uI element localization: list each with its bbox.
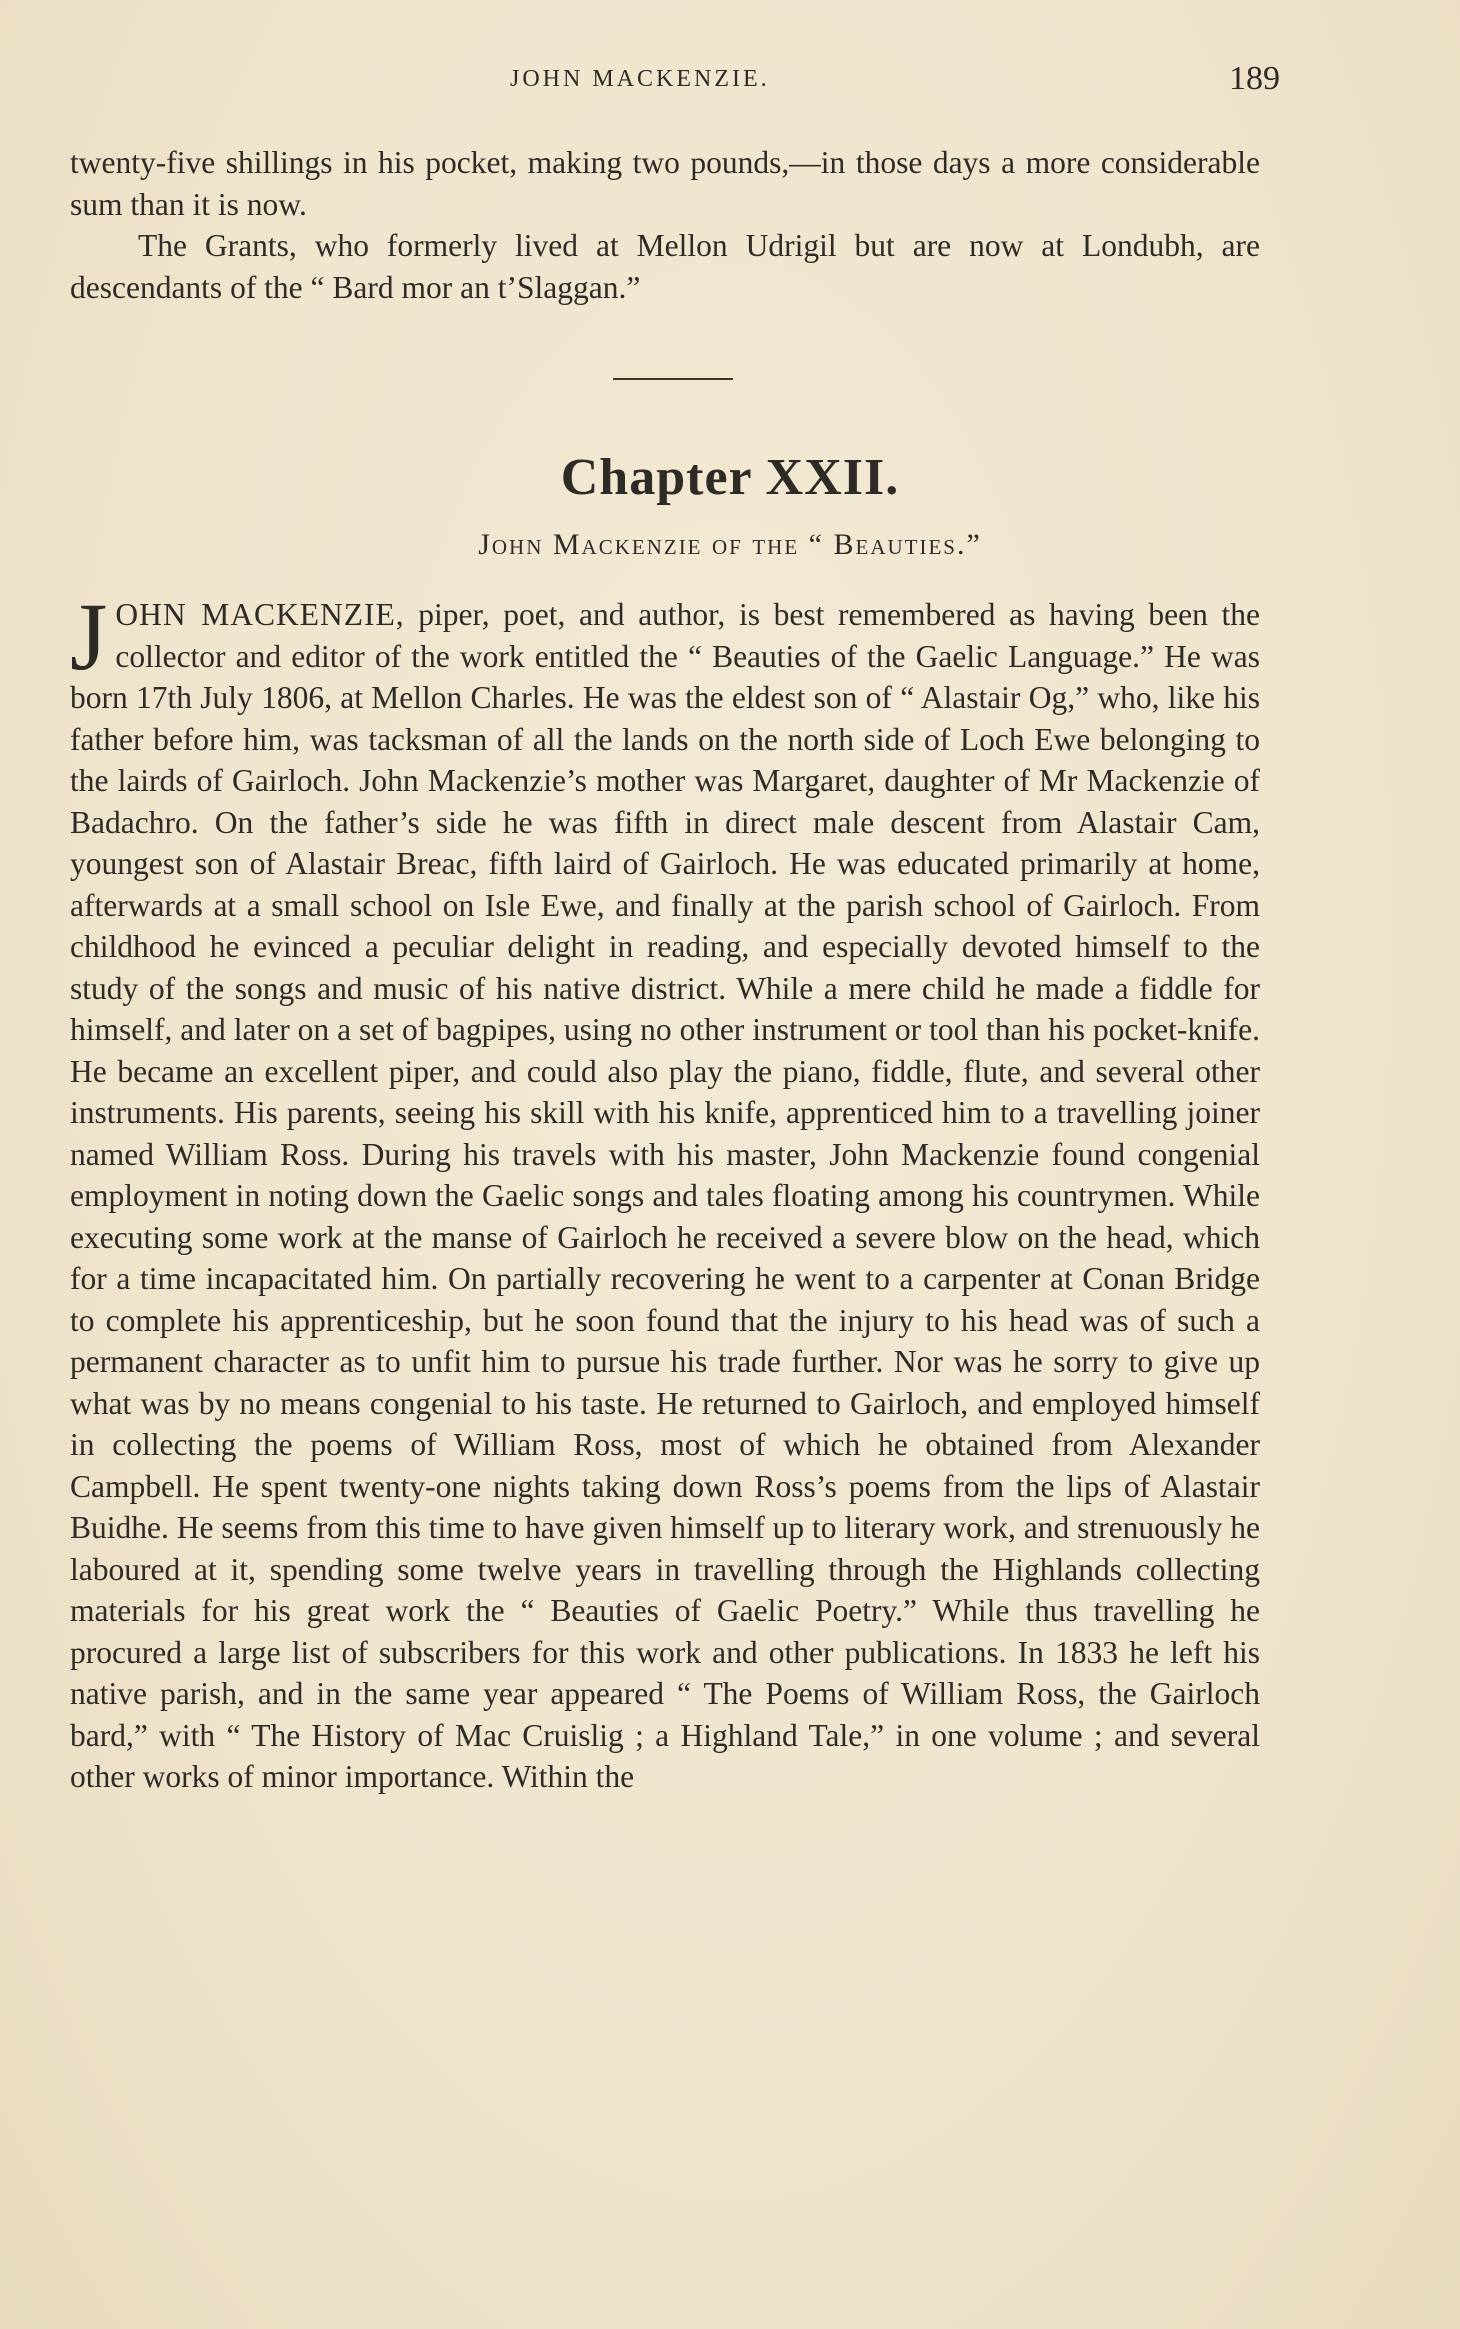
running-head: JOHN MACKENZIE. xyxy=(510,66,770,92)
grants-paragraph: The Grants, who formerly lived at Mellon Udrigil but are now at Londubh, are descendants of the “ Bard mor an t’Slaggan.” xyxy=(70,228,1260,305)
chapter-heading: Chapter XXII. xyxy=(560,449,900,506)
section-divider xyxy=(613,378,733,380)
lead-words: OHN MACKENZIE, xyxy=(115,597,405,632)
continuation-text xyxy=(70,142,1260,308)
body-text: piper, poet, and author, is best remembered as having been the collector and editor of the work entitled the “ Beauties of the Gaelic Language.” He was born 17th July 1806, at Mellon Charles. He was the eldest son of “ Alastair Og,” who, like his father before him, was tacksman of all the lands on the north side of Loch Ewe belonging to the lairds of Gairloch. John Mackenzie’s mother was Margaret, daughter of Mr Mackenzie of Badachro. On the father’s side he was fifth in direct male descent from Alastair Cam, youngest son of Alastair Breac, fifth laird of Gairloch. He was educated primarily at home, afterwards at a small school on Isle Ewe, and finally at the parish school of Gairloch. From childhood he evinced a peculiar delight in reading, and especially devoted himself to the study of the songs and music of his native district. While a mere child he made a fiddle for himself, and later on a set of bagpipes, using no other instrument or tool than his pocket-knife. He became an excellent piper, and could also play the piano, fiddle, flute, and several other instruments. His parents, seeing his skill with his knife, apprenticed him to a travelling joiner named William Ross. During his travels with his master, John Mackenzie found congenial employment in noting down the Gaelic songs and tales floating among his countrymen. While executing some work at the manse of Gairloch he received a severe blow on the head, which for a time incapacitated him. On partially recovering he went to a carpenter at Conan Bridge to complete his apprenticeship, but he soon found that the injury to his head was of such a permanent character as to unfit him to pursue his trade further. Nor was he sorry to give up what was by no means congenial to his taste. He returned to Gairloch, and employed himself in collecting the poems of William Ross, most of which he obtained from Alexander Campbell. He spent twenty-one nights taking down Ross’s poems from the lips of Alastair Buidhe. He seems from this time to have given himself up to literary work, and strenuously he laboured at it, spending some twelve years in travelling through the Highlands collecting materials for his great work the “ Beauties of Gaelic Poetry.” While thus travelling he procured a large list of subscribers for this work and other publications. In 1833 he left his native parish, and in the same year appeared “ The Poems of William Ross, the Gairloch bard,” with “ The History of Mac Cruislig ; a Highland Tale,” in one volume ; and several other works of minor importance. Within the xyxy=(70,597,1260,1794)
page-header xyxy=(70,60,1280,110)
chapter-subheading: John Mackenzie of the “ Beauties.” xyxy=(478,528,982,561)
chapter-body xyxy=(70,583,1260,1798)
drop-cap: J xyxy=(70,583,108,690)
continuation-paragraph: twenty-five shillings in his pocket, making two pounds,—in those days a more considerable sum than it is now. xyxy=(70,145,1260,222)
page-number: 189 xyxy=(1229,60,1280,97)
body-paragraph xyxy=(70,583,1260,1798)
